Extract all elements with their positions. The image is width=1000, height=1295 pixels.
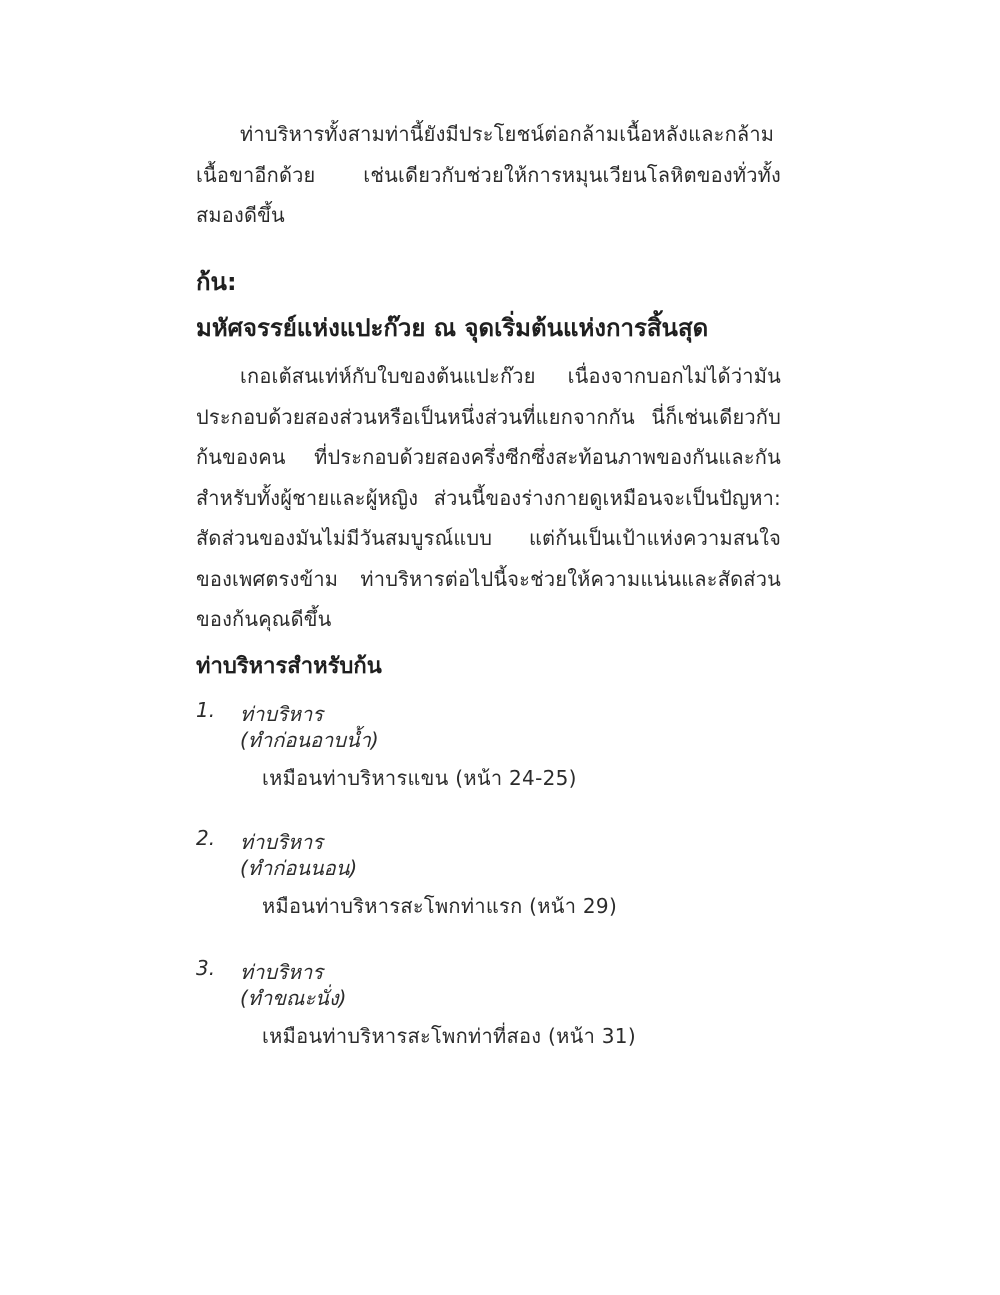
exercise-description: หมือนท่าบริหารสะโพกท่าแรก (หน้า 29) bbox=[262, 894, 618, 918]
section-title: ก้น: bbox=[196, 268, 237, 296]
exercise-number: 3. bbox=[196, 956, 216, 980]
intro-paragraph: ท่าบริหารทั้งสามท่านี้ยังมีประโยชน์ต่อกล้ามเนื้อหลังและกล้ามเนื้อขาอีกด้วย เช่นเดียวกับช่วยให้การหมุนเวียนโลหิตของทั่วทั้งสมองดีขึ้น bbox=[196, 122, 781, 227]
exercise-subtitle: (ทำก่อนนอน) bbox=[240, 856, 358, 880]
exercise-subtitle: (ทำขณะนั่ง) bbox=[240, 986, 347, 1010]
exercise-description: เหมือนท่าบริหารสะโพกท่าที่สอง (หน้า 31) bbox=[262, 1024, 636, 1048]
exercise-description: เหมือนท่าบริหารแขน (หน้า 24-25) bbox=[262, 766, 577, 790]
exercise-subtitle: (ทำก่อนอาบน้ำ) bbox=[240, 728, 379, 752]
exercise-title: ท่าบริหาร bbox=[240, 830, 324, 854]
section-subtitle: มหัศจรรย์แห่งแปะก๊วย ณ จุดเริ่มต้นแห่งการสิ้นสุด bbox=[196, 314, 709, 342]
exercise-title: ท่าบริหาร bbox=[240, 702, 324, 726]
exercise-number: 1. bbox=[196, 698, 216, 722]
exercises-heading: ท่าบริหารสำหรับก้น bbox=[196, 654, 382, 679]
exercise-title: ท่าบริหาร bbox=[240, 960, 324, 984]
body-paragraph: เกอเต้สนเท่ห์กับใบของต้นแปะก๊วย เนื่องจากบอกไม่ได้ว่ามันประกอบด้วยสองส่วนหรือเป็นหนึ่งส่วนที่แยกจากกัน นี่ก็เช่นเดียวกับก้นของคน ที่ประกอบด้วยสองครึ่งซีกซึ่งสะท้อนภาพของกันและกัน สำหรับทั้งผู้ชายและผู้หญิง ส่วนนี้ของร่างกายดูเหมือนจะเป็นปัญหา: สัดส่วนของมันไม่มีวันสมบูรณ์แบบ แต่ก้นเป็นเป้าแห่งความสนใจของเพศตรงข้าม ท่าบริหารต่อไปนี้จะช่วยให้ความแน่นและสัดส่วนของก้นคุณดีขึ้น bbox=[196, 364, 781, 631]
exercise-number: 2. bbox=[196, 826, 216, 850]
